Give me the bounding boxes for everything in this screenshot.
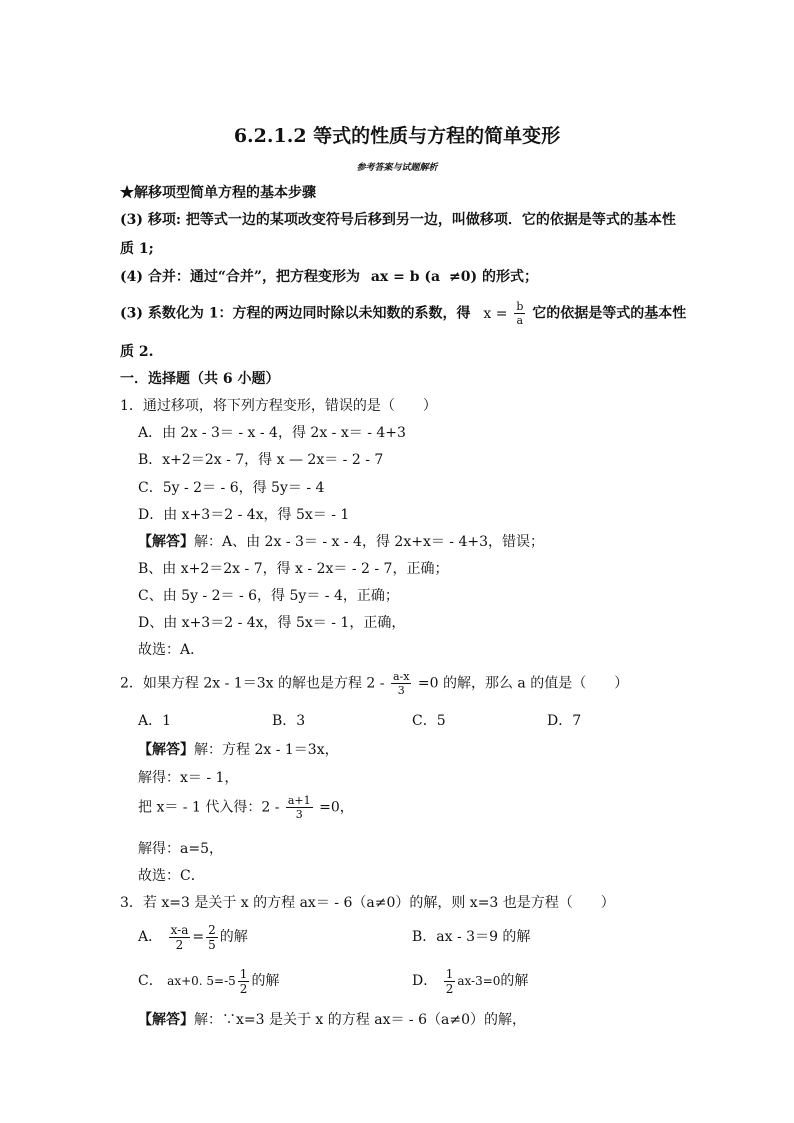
q3-option-c-label: C．	[138, 973, 163, 989]
q1-answer-line-5: 故选：A．	[138, 642, 205, 658]
q1-option-c: C．5y - 2＝ - 6，得 5y＝ - 4	[138, 480, 325, 496]
q3-option-d-numerator: 1	[445, 966, 454, 981]
q3-option-b: B．ax - 3＝9 的解	[412, 929, 531, 945]
q3-option-c-tail: 的解	[251, 973, 280, 989]
q2-stem-fraction	[391, 670, 411, 697]
q2-answer-line-1	[138, 741, 339, 759]
step-3-fraction	[514, 300, 525, 327]
q1-answer-line-1	[138, 533, 544, 551]
step-2-formula: ax = b (a	[370, 269, 441, 285]
q1-answer-line-3: C、由 5y - 2＝ - 6，得 5y＝ - 4，正确；	[138, 588, 399, 604]
q2-answer-numerator: a+1	[287, 794, 311, 807]
q2-answer-3-tail: =0，	[319, 799, 354, 816]
q3-option-a-denominator-1: 2	[175, 937, 184, 952]
step-3-line-2: 质 2.	[120, 344, 154, 360]
q3-option-a-numerator-1: x-a	[170, 922, 189, 937]
step-2-line	[120, 268, 538, 286]
q3-option-a	[138, 922, 248, 952]
q2-stem	[120, 670, 628, 697]
q2-stem-denominator: 3	[397, 684, 405, 697]
q3-stem: 3．若 x=3 是关于 x 的方程 ax＝ - 6（a≠0）的解，则 x=3 也是方程（ ）	[120, 895, 615, 911]
q2-stem-tail: =0 的解，那么 a 的值是（ ）	[417, 675, 629, 692]
q1-stem: 1．通过移项，将下列方程变形，错误的是（ ）	[120, 398, 437, 414]
q1-answer-line-2: B、由 x+2＝2x - 7，得 x - 2x＝ - 2 - 7，正确；	[138, 561, 449, 577]
q2-option-b: B．3	[272, 713, 306, 729]
steps-heading: ★解移项型简单方程的基本步骤	[120, 185, 316, 201]
q1-option-b: B．x+2＝2x - 7，得 x — 2x＝ - 2 - 7	[138, 452, 384, 468]
q2-answer-fraction	[286, 794, 313, 821]
q3-option-d-fraction	[444, 967, 456, 996]
q1-answer-line-4: D、由 x+3＝2 - 4x，得 5x＝ - 1，正确，	[138, 615, 406, 631]
q3-option-a-tail: 的解	[219, 929, 248, 945]
step-3-denominator: a	[516, 314, 524, 327]
q3-option-c-numerator: 1	[239, 966, 248, 981]
q3-option-c-fraction	[238, 967, 250, 996]
q2-answer-3-text: 把 x＝ - 1 代入得：2 -	[138, 799, 280, 816]
q2-answer-line-2: 解得：x＝ - 1，	[138, 770, 239, 786]
q3-answer-text: 解：∵x=3 是关于 x 的方程 ax＝ - 6（a≠0）的解，	[194, 1012, 526, 1028]
q2-stem-text: 2．如果方程 2x - 1＝3x 的解也是方程 2 -	[120, 675, 385, 692]
q3-option-d	[412, 966, 528, 996]
q2-answer-denominator: 3	[295, 808, 303, 821]
q2-option-d: D．7	[547, 713, 582, 729]
q3-answer-tag: 【解答】	[138, 1012, 194, 1028]
q3-option-d-denominator: 2	[445, 981, 454, 996]
step-3-tail: 它的依据是等式的基本性	[532, 305, 687, 322]
q3-answer-line-1	[138, 1011, 526, 1029]
q1-option-a: A．由 2x - 3＝ - x - 4，得 2x - x＝ - 4+3	[138, 425, 406, 441]
q3-option-c-denominator: 2	[239, 981, 248, 996]
page-subtitle: 参考答案与试题解析	[356, 163, 438, 173]
step-2-tail: ≠0) 的形式；	[448, 269, 538, 285]
q1-option-d: D．由 x+3＝2 - 4x，得 5x＝ - 1	[138, 507, 350, 523]
page-title: 6.2.1.2 等式的性质与方程的简单变形	[233, 125, 561, 147]
section-heading: 一．选择题（共 6 小题）	[120, 371, 280, 387]
step-3-numerator: b	[516, 300, 524, 313]
q3-option-d-expr: ax-3=0	[457, 974, 501, 988]
q1-answer-tag: 【解答】	[138, 534, 194, 550]
q3-option-a-equals: =	[192, 929, 205, 945]
step-2-text: (4) 合并：通过“合并”，把方程变形为	[120, 269, 360, 285]
q2-option-a: A．1	[138, 713, 172, 729]
q3-option-d-label: D．	[412, 973, 438, 989]
q2-answer-line-3	[138, 794, 354, 821]
q3-option-c-expr: ax+0. 5=-5	[167, 974, 236, 988]
q2-answer-line-4: 解得：a=5，	[138, 841, 223, 857]
step-3-text: (3) 系数化为 1：方程的两边同时除以未知数的系数，得	[120, 305, 471, 322]
q1-answer-text: 解：A、由 2x - 3＝ - x - 4，得 2x+x＝ - 4+3，错误；	[194, 534, 545, 550]
step-3-line	[120, 300, 686, 327]
step-3-x: x =	[483, 305, 508, 322]
step-1-line-1: (3) 移项: 把等式一边的某项改变符号后移到另一边，叫做移项．它的依据是等式的基本性	[120, 212, 676, 228]
q3-option-a-numerator-2: 2	[208, 922, 216, 937]
q2-answer-text: 解：方程 2x - 1＝3x，	[194, 742, 339, 758]
q3-option-d-tail: 的解	[500, 973, 529, 989]
q3-option-a-fraction-2	[206, 923, 218, 952]
q2-answer-line-5: 故选：C．	[138, 868, 205, 884]
q3-option-a-label: A．	[138, 929, 163, 945]
q2-stem-numerator: a-x	[392, 670, 410, 683]
q3-option-a-fraction-1	[169, 923, 191, 952]
q2-option-c: C．5	[412, 713, 446, 729]
q3-option-c	[138, 966, 279, 996]
q3-option-a-denominator-2: 5	[208, 937, 216, 952]
q2-answer-tag: 【解答】	[138, 742, 194, 758]
step-1-line-2: 质 1;	[120, 241, 154, 257]
